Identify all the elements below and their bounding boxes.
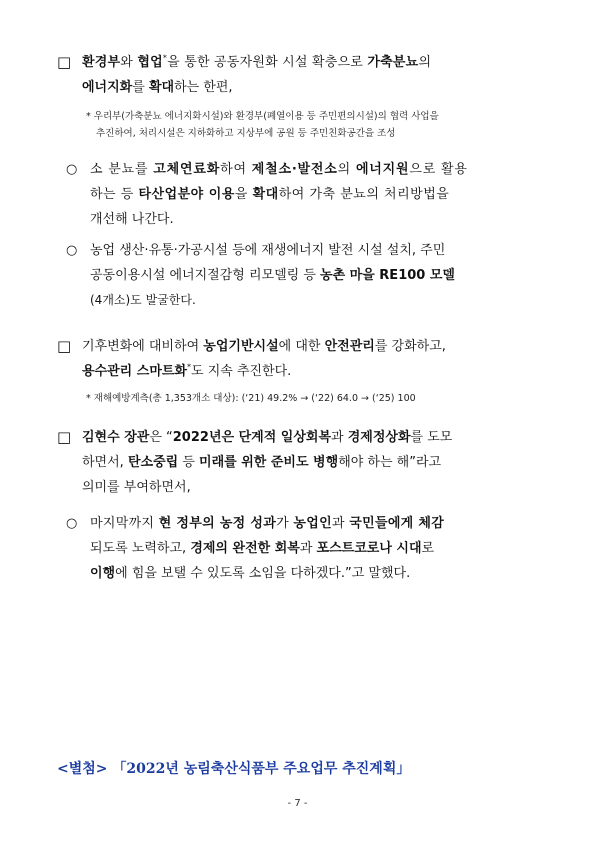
paragraph-line (90, 238, 546, 263)
body-text: 하는 등 (90, 187, 139, 202)
emphasized-text: 에너지화 (82, 80, 133, 95)
paragraph-line (90, 561, 546, 586)
emphasized-text: 경제정상화 (347, 430, 411, 445)
body-text: 와 (120, 55, 138, 70)
paragraph-line (90, 182, 546, 207)
body-text: 기후변화에 대비하여 (82, 339, 204, 354)
paragraph-line (82, 334, 547, 359)
emphasized-text: 가축분뇨 (367, 55, 419, 70)
box-bullet: □ (57, 337, 72, 355)
body-text: 농업 생산·유통·가공시설 등에 재생에너지 발전 시설 설치, 주민 (90, 243, 446, 258)
body-text: 를 (132, 80, 149, 95)
body-text: 가 (276, 516, 294, 531)
body-text: 의 (337, 162, 356, 177)
paragraph-line (82, 450, 547, 475)
emphasized-text: 고체연료화 (153, 162, 221, 177)
footnote-line: * 우리부(가축분뇨 에너지화시설)와 환경부(폐열이용 등 주민편의시설)의 협력 사업을 (86, 111, 439, 122)
circle-bullet: ○ (66, 162, 78, 177)
body-text: 되도록 노력하고, (90, 541, 191, 556)
paragraph-line (90, 288, 546, 313)
body-text: 과 (331, 430, 348, 445)
body-text: 의미를 부여하면서, (82, 480, 191, 495)
emphasized-text: 용수관리 스마트화 (82, 364, 187, 379)
box-bullet: □ (57, 53, 72, 71)
body-text: 를 강화하고, (374, 339, 446, 354)
circle-bullet: ○ (66, 516, 78, 531)
body-text: 에 대한 (278, 339, 325, 354)
emphasized-text: 확대 (252, 187, 279, 202)
emphasized-text: 농촌 마을 RE100 모델 (320, 268, 455, 283)
body-text: 공동이용시설 에너지절감형 리모델링 등 (90, 268, 321, 283)
paragraph-line (90, 536, 546, 561)
emphasized-text: 2022년은 단계적 일상회복 (172, 430, 332, 445)
emphasized-text: 탄소중립 (127, 455, 179, 470)
body-text: 도 지속 추진한다. (191, 364, 292, 379)
section-manure-energy (57, 50, 547, 142)
emphasized-text: 협업 (137, 55, 163, 70)
paragraph-line (90, 207, 546, 232)
emphasized-text: 농업기반시설 (203, 339, 279, 354)
emphasized-text: 타산업분야 이용 (138, 187, 235, 202)
body-text: 로 (421, 541, 435, 556)
emphasized-text: 미래를 위한 준비도 병행 (199, 455, 339, 470)
page-number: - 7 - (287, 798, 308, 809)
body-text: 하는 한편, (174, 80, 233, 95)
emphasized-text: 환경부 (82, 55, 121, 70)
body-text: 에 힘을 보탤 수 있도록 소임을 다하겠다.”고 말했다. (115, 566, 411, 581)
body-text: 하여 가축 분뇨의 처리방법을 (278, 187, 450, 202)
body-text: 을 (234, 187, 253, 202)
paragraph-line (82, 425, 547, 450)
paragraph-line (82, 475, 547, 500)
paragraph-line (90, 263, 546, 288)
body-text: 소 분뇨를 (90, 162, 154, 177)
section-re100 (66, 238, 546, 313)
emphasized-text: 에너지원 (355, 162, 410, 177)
section-minister-remarks (57, 425, 547, 500)
footnote-marker: * (187, 362, 191, 372)
body-text: 으로 활용 (409, 162, 468, 177)
emphasized-text: 포스트코로나 시대 (316, 541, 422, 556)
paragraph-line (90, 511, 546, 536)
body-text: 마지막까지 (90, 516, 159, 531)
circle-bullet: ○ (66, 243, 78, 258)
paragraph-line (82, 359, 547, 384)
emphasized-text: 경제의 완전한 회복 (190, 541, 300, 556)
body-text: 의 (418, 55, 432, 70)
emphasized-text: 현 정부의 농정 성과 (158, 516, 277, 531)
emphasized-text: 김현수 장관 (82, 430, 150, 445)
emphasized-text: 안전관리 (324, 339, 375, 354)
body-text: 를 도모 (410, 430, 453, 445)
emphasized-text: 농업인 (293, 516, 332, 531)
body-text: 을 통한 공동자원화 시설 확충으로 (167, 55, 368, 70)
body-text: 해야 하는 해”라고 (338, 455, 442, 470)
paragraph-line (90, 157, 546, 182)
section-infrastructure-safety (57, 334, 547, 407)
attachment-title: <별첨> 「2022년 농림축산식품부 주요업무 추진계획」 (57, 761, 411, 777)
emphasized-text: 국민들에게 체감 (349, 516, 445, 531)
box-bullet: □ (57, 428, 72, 446)
emphasized-text: 이행 (90, 566, 116, 581)
emphasized-text: 확대 (148, 80, 175, 95)
paragraph-line (82, 75, 547, 100)
section-solid-fuel (66, 157, 546, 232)
body-text: 과 (299, 541, 317, 556)
emphasized-text: 제철소·발전소 (251, 162, 338, 177)
footnote-marker: * (162, 53, 168, 63)
body-text: 하여 (220, 162, 252, 177)
footnote-line: * 재해예방계측(총 1,353개소 대상): (‘21) 49.2% → (‘22) 64.0 → (‘25) 100 (86, 393, 416, 404)
body-text: 등 (178, 455, 200, 470)
body-text: 은 “ (149, 430, 173, 445)
paragraph-line (82, 50, 547, 75)
body-text: 하면서, (82, 455, 128, 470)
body-text: 개선해 나간다. (90, 212, 174, 227)
body-text: 과 (331, 516, 350, 531)
footnote-line: 추진하여, 처리시설은 지하화하고 지상부에 공원 등 주민친화공간을 조성 (96, 128, 396, 139)
section-closing (66, 511, 546, 586)
body-text: (4개소)도 발굴한다. (90, 293, 196, 307)
